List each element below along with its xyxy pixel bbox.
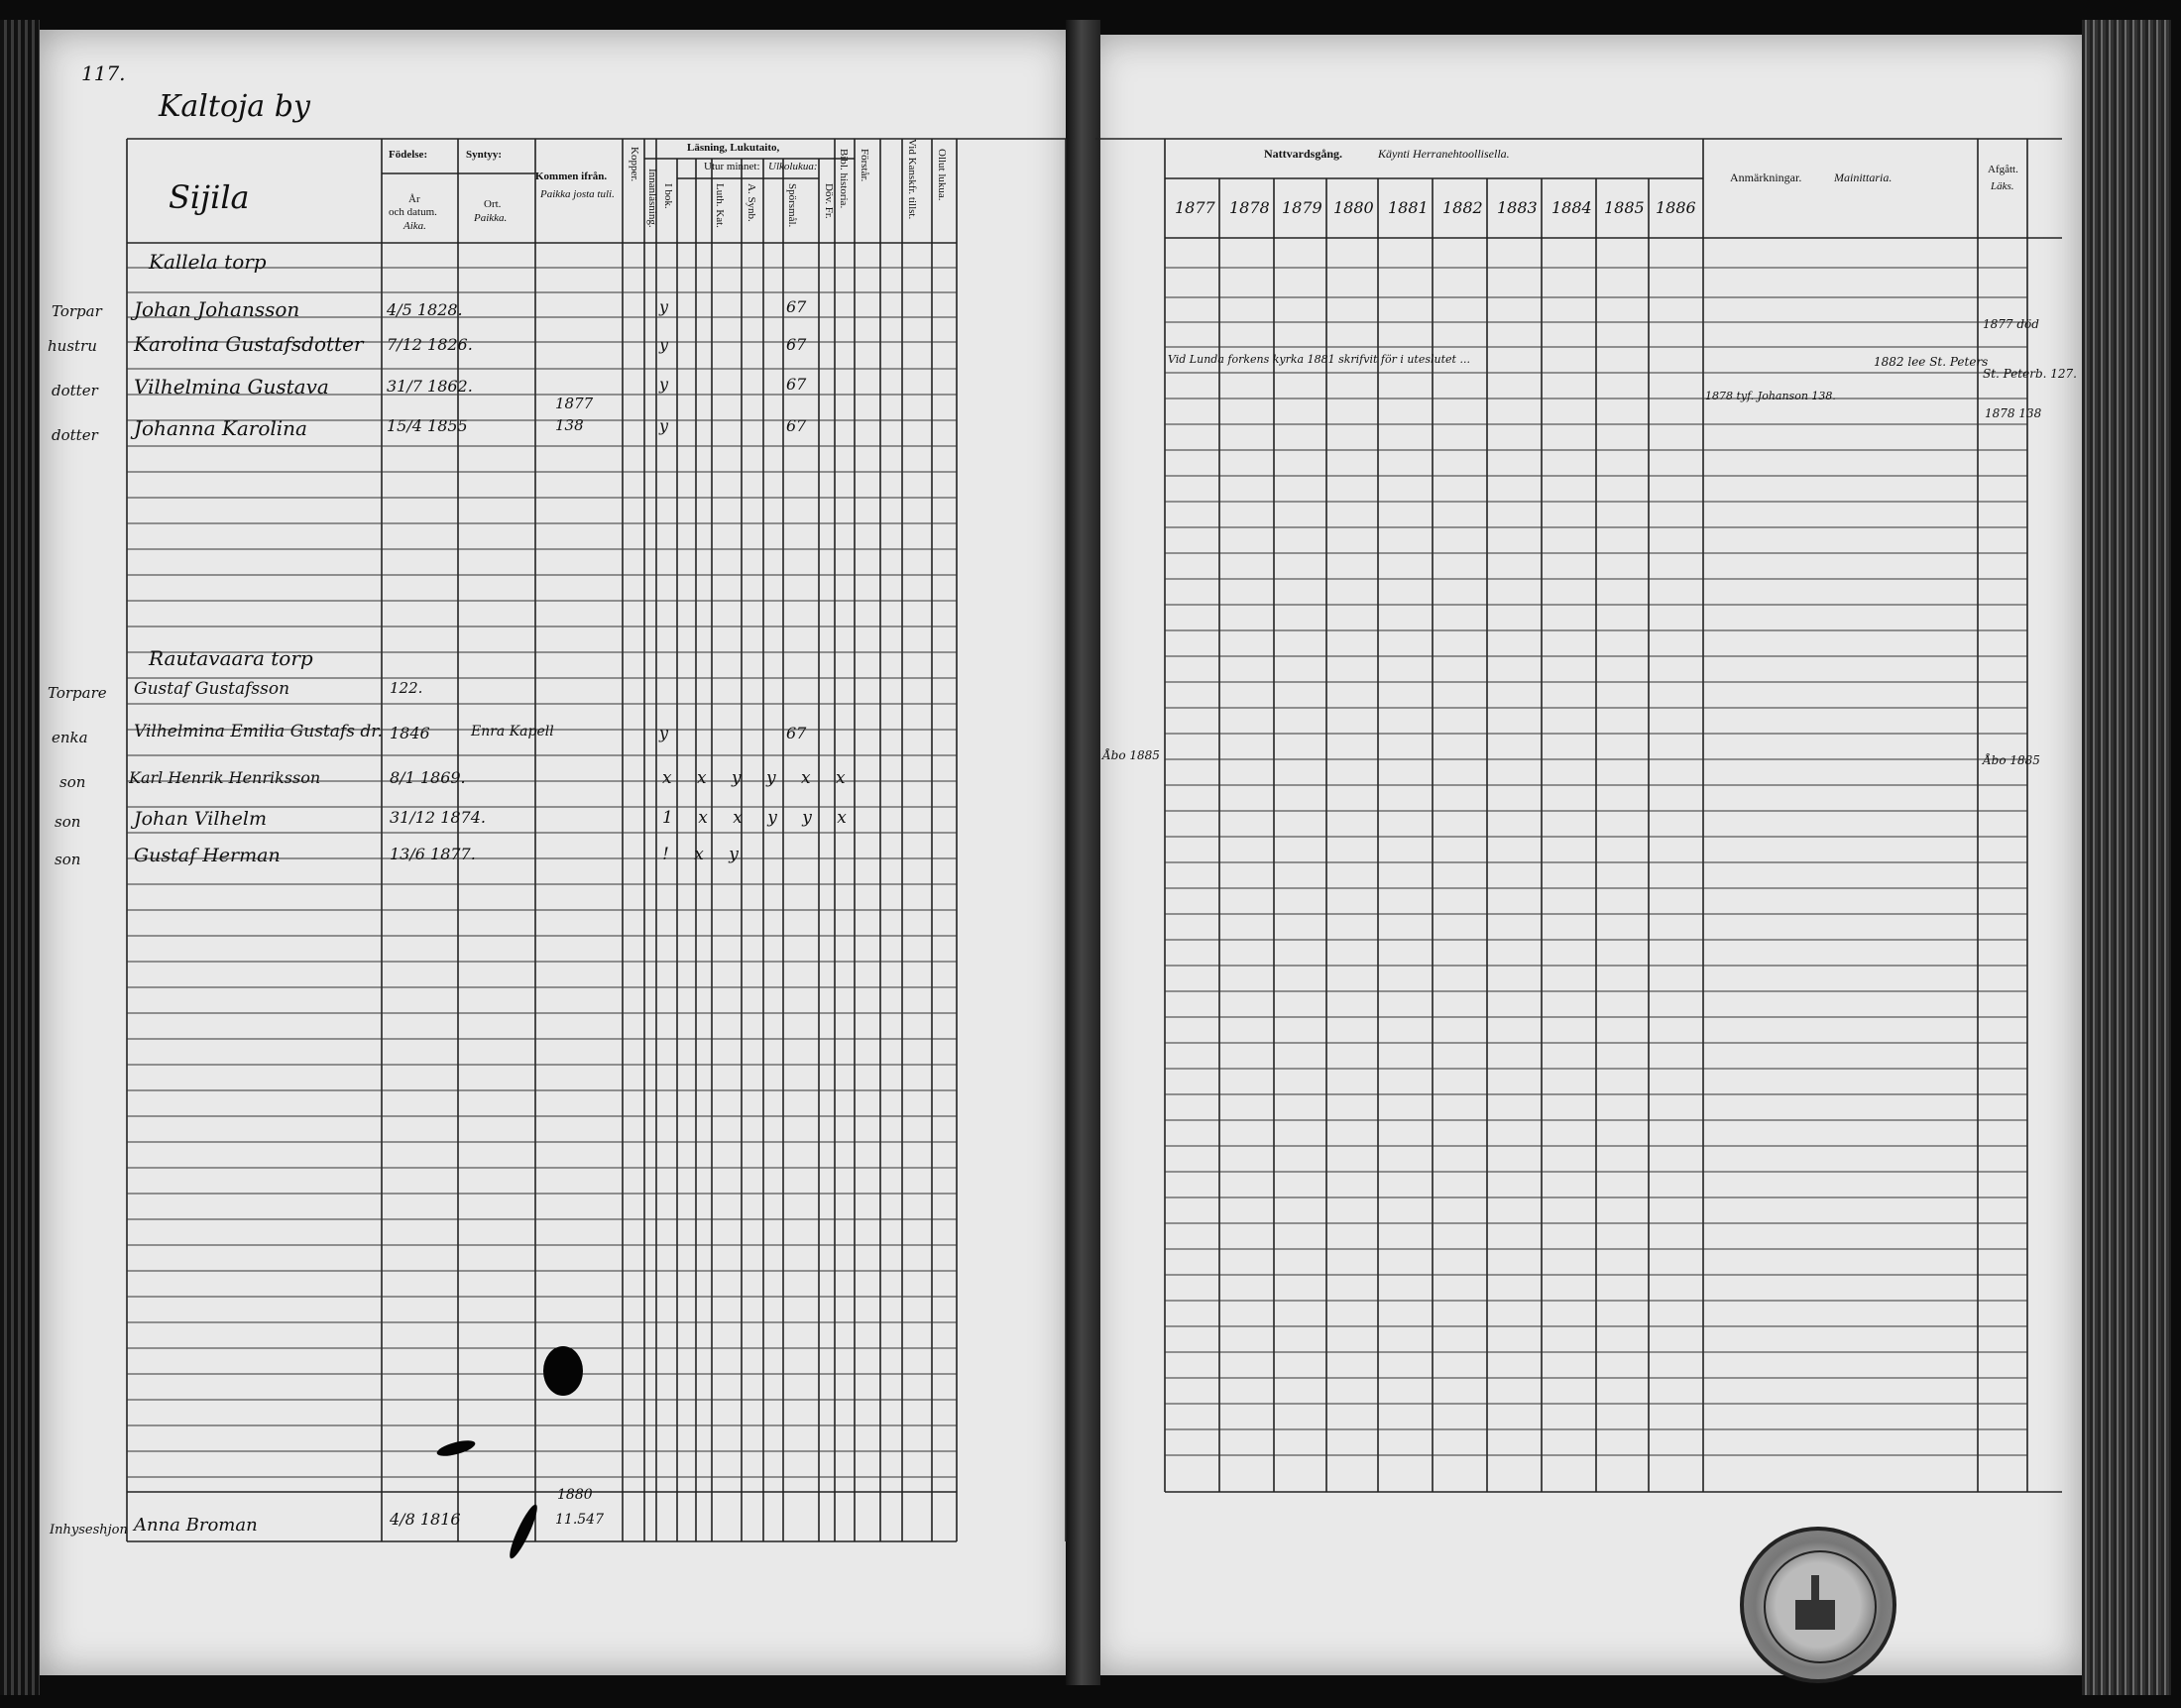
- year-1882: 1882: [1442, 198, 1483, 217]
- row-note: 67: [786, 335, 807, 354]
- section-heading: Kallela torp: [149, 250, 267, 274]
- lasning-header: Läsning, Lukutaito,: [687, 142, 780, 154]
- row-note: 67: [786, 724, 807, 742]
- paikka-header: Paikka.: [474, 212, 508, 224]
- row-name: Karolina Gustafsdotter: [134, 332, 364, 356]
- row-name: Gustaf Gustafsson: [134, 679, 290, 699]
- afgatt-header: Afgått.: [1988, 164, 2018, 175]
- left-row-lines: [127, 268, 957, 1477]
- via-kanskfr-header: Vid Kanskfr. tillst.: [906, 139, 918, 220]
- remark-2: 1878 tyf. Johanson 138.: [1705, 390, 1836, 402]
- row-born: 13/6 1877.: [390, 845, 476, 863]
- row-role: son: [59, 773, 86, 791]
- year-1878: 1878: [1229, 198, 1270, 217]
- page-number: 117.: [81, 61, 126, 85]
- innanlasning-header: Innanläsning.: [646, 169, 658, 228]
- dov-fr-header: Döv. Fr.: [823, 183, 835, 219]
- row-role: hustru: [48, 337, 97, 355]
- footer-role: Inhyseshjon: [50, 1523, 128, 1537]
- i-bok-header: I bok.: [662, 183, 674, 209]
- row-name: Johanna Karolina: [134, 416, 307, 440]
- fodelse-header: Födelse:: [389, 149, 428, 161]
- row-born: 7/12 1826.: [387, 335, 473, 354]
- row-name: Karl Henrik Henriksson: [129, 768, 321, 787]
- afgatt-1: 1877 död: [1983, 317, 2039, 331]
- row-came-from: Enra Kapell: [471, 724, 554, 740]
- row-name: Johan Johansson: [134, 297, 300, 321]
- row-born: 8/1 1869.: [390, 768, 466, 787]
- right-grid-lines: [1095, 139, 2062, 1492]
- kommen-ifran-header: Kommen ifrån.: [535, 171, 608, 182]
- row-read: y: [659, 724, 669, 742]
- year-1879: 1879: [1282, 198, 1322, 217]
- remark-1: 1882 lee St. Peters: [1874, 355, 1989, 369]
- afgatt-3: 1878 138: [1985, 406, 2042, 420]
- kopper-header: Kopper.: [629, 147, 640, 182]
- bibl-historia-header: Bibl. historia.: [838, 149, 850, 209]
- row-name: Gustaf Herman: [134, 845, 281, 866]
- hemman-header: Sijila: [169, 178, 250, 216]
- row-born: 31/7 1862.: [387, 377, 473, 396]
- archive-stamp: [1740, 1527, 1896, 1683]
- year-1880: 1880: [1333, 198, 1374, 217]
- footer-came-ref: 11.547: [555, 1512, 604, 1528]
- row-born: 15/4 1855: [387, 416, 468, 435]
- row-born: 4/5 1828.: [387, 300, 463, 319]
- nattvardsgang-header: Nattvardsgång.: [1264, 147, 1343, 161]
- row-note: 67: [786, 416, 807, 435]
- church-icon: [1785, 1570, 1845, 1630]
- ort-header: Ort.: [484, 198, 502, 210]
- row-came-year: 1877: [555, 395, 594, 412]
- year-1884: 1884: [1551, 198, 1592, 217]
- section-heading: Rautavaara torp: [149, 646, 313, 670]
- footer-came-year: 1880: [557, 1487, 593, 1503]
- row-role: dotter: [52, 426, 98, 444]
- year-1883: 1883: [1497, 198, 1538, 217]
- syntyy-header: Syntyy:: [466, 149, 503, 161]
- aika-header: Aika.: [403, 220, 426, 232]
- row-read: 1 x x y y x: [662, 808, 857, 828]
- afgatt-abo: Åbo 1885: [1983, 753, 2040, 767]
- luth-kat-header: Luth. Kat.: [714, 183, 726, 228]
- afgatt-2: St. Peterb. 127.: [1983, 367, 2077, 381]
- year-1886: 1886: [1656, 198, 1696, 217]
- anmarkningar-header: Anmärkningar.: [1730, 171, 1802, 184]
- utur-minnet-header: Utur minnet:: [704, 161, 760, 172]
- laks-header: Läks.: [1991, 180, 2014, 192]
- row-born: 31/12 1874.: [390, 808, 486, 827]
- row-note: 67: [786, 297, 807, 316]
- row-name: Johan Vilhelm: [134, 808, 268, 830]
- row-role: son: [55, 813, 81, 831]
- row-read: y: [659, 416, 669, 435]
- row-remark-long: Vid Lunda forkens kyrka 1881 skrifvit för i uteslutet ...: [1168, 353, 1470, 366]
- mainittaria-header: Mainittaria.: [1834, 171, 1893, 184]
- row-role: Torpare: [48, 684, 107, 702]
- a-synb-header: A. Synb.: [746, 183, 757, 222]
- paikka-josta-header: Paikka josta tuli.: [540, 188, 615, 200]
- row-born: 1846: [390, 724, 430, 742]
- ink-blot: [543, 1346, 583, 1396]
- row-role: dotter: [52, 382, 98, 399]
- ar-header: År: [408, 193, 420, 205]
- kaynti-header: Käynti Herranehtoollisella.: [1378, 147, 1510, 161]
- row-name: Vilhelmina Emilia Gustafs dr.: [134, 722, 383, 741]
- ollut-lukua-header: Ollut lukua.: [936, 149, 948, 201]
- year-1881: 1881: [1388, 198, 1429, 217]
- row-read: y: [659, 297, 669, 316]
- abo-note: Åbo 1885: [1102, 748, 1160, 762]
- och-datum-header: och datum.: [389, 206, 437, 218]
- row-role: enka: [52, 729, 88, 746]
- footer-name: Anna Broman: [134, 1515, 258, 1536]
- row-note: 67: [786, 375, 807, 394]
- forstar-header: Förstår.: [859, 149, 870, 182]
- row-read: y: [659, 375, 669, 394]
- row-born: 122.: [390, 679, 423, 697]
- year-1877: 1877: [1175, 198, 1215, 217]
- row-role: Torpar: [52, 302, 102, 320]
- year-1885: 1885: [1604, 198, 1645, 217]
- row-role: son: [55, 851, 81, 868]
- village-name: Kaltoja by: [159, 89, 310, 124]
- row-came-ref: 138: [555, 416, 584, 434]
- row-read: y: [659, 335, 669, 354]
- row-read: ! x y: [662, 845, 748, 864]
- row-name: Vilhelmina Gustava: [134, 375, 329, 399]
- ulkolukua-header: Ulkolukua:: [768, 161, 818, 172]
- row-read: x x y y x x: [662, 768, 856, 788]
- sporsmal-header: Spörsmål.: [786, 183, 798, 228]
- footer-born: 4/8 1816: [390, 1510, 461, 1529]
